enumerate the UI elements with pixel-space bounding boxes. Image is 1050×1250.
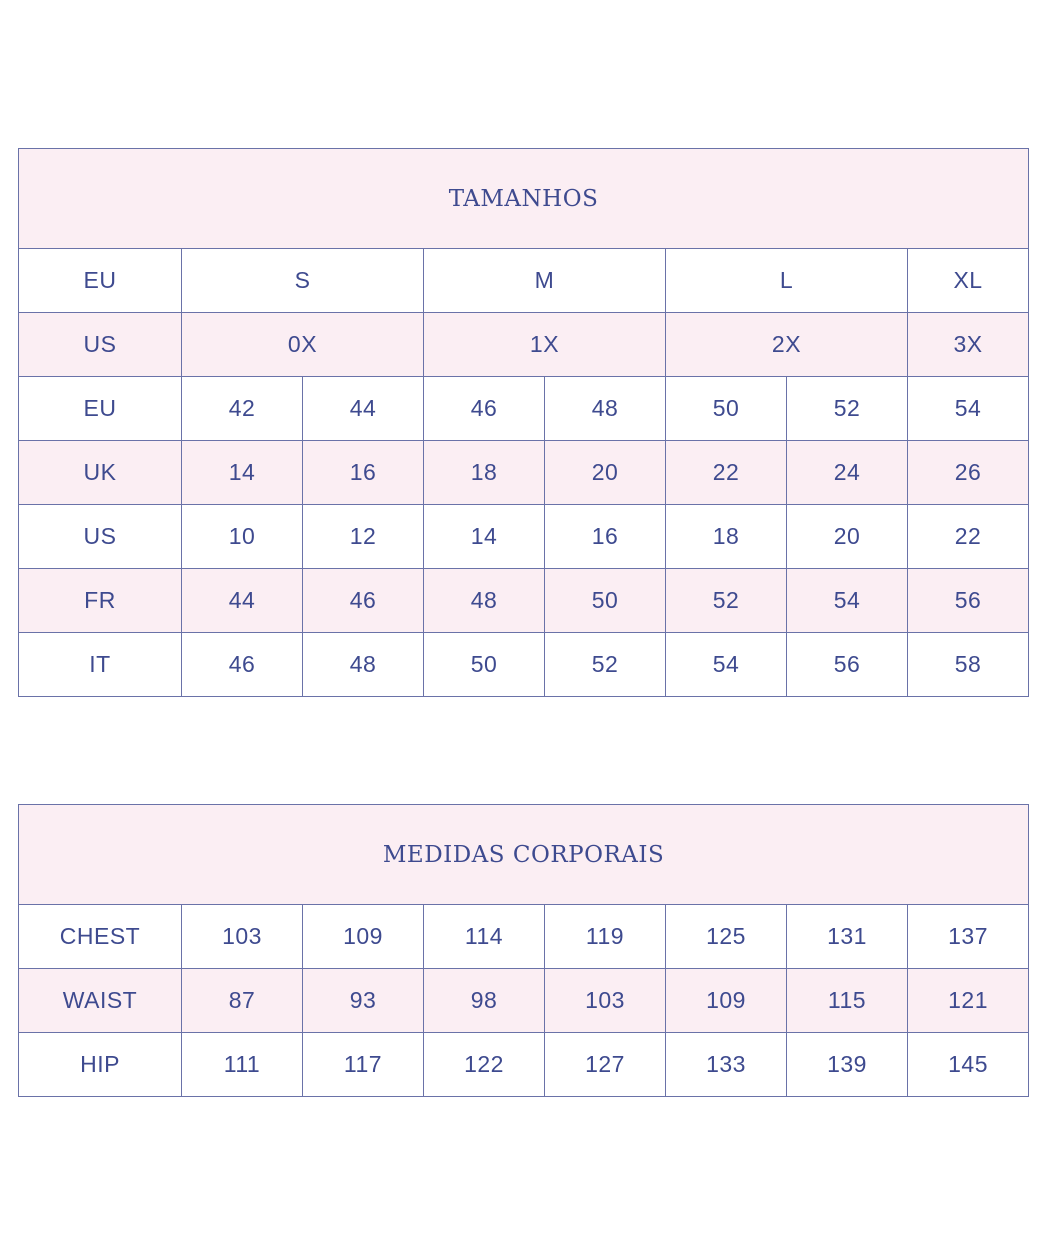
row-label: WAIST [19,969,182,1033]
table-cell: 50 [545,569,666,633]
table-cell: 44 [303,377,424,441]
row-label: US [19,313,182,377]
row-label: CHEST [19,905,182,969]
table-cell: 54 [908,377,1029,441]
table-cell: 109 [303,905,424,969]
table-cell: 46 [303,569,424,633]
table-cell: 98 [424,969,545,1033]
table-cell: 10 [182,505,303,569]
table-cell: 137 [908,905,1029,969]
size-group-cell: L [666,249,908,313]
table-cell: 131 [787,905,908,969]
table-cell: 50 [666,377,787,441]
table-row [19,905,1029,969]
table-cell: 16 [545,505,666,569]
table-cell: 22 [666,441,787,505]
table-cell: 56 [908,569,1029,633]
row-label: FR [19,569,182,633]
sizes-table [18,148,1029,697]
measures-table [18,804,1029,1097]
table-row [19,505,1029,569]
table-row [19,249,1029,313]
table-cell: 18 [424,441,545,505]
table-cell: 48 [424,569,545,633]
table-cell: 133 [666,1033,787,1097]
size-group-cell: S [182,249,424,313]
table-cell: 58 [908,633,1029,697]
table-cell: 127 [545,1033,666,1097]
table-row [19,569,1029,633]
table-cell: 22 [908,505,1029,569]
table-cell: 114 [424,905,545,969]
table-cell: 52 [666,569,787,633]
table-cell: 52 [545,633,666,697]
table-cell: 14 [424,505,545,569]
table-cell: 117 [303,1033,424,1097]
table-cell: 125 [666,905,787,969]
row-label: UK [19,441,182,505]
row-label: EU [19,249,182,313]
table-cell: 54 [787,569,908,633]
table-cell: 54 [666,633,787,697]
table-cell: 48 [303,633,424,697]
table-row [19,969,1029,1033]
row-label: US [19,505,182,569]
table-cell: 103 [182,905,303,969]
table-cell: 56 [787,633,908,697]
table-cell: 115 [787,969,908,1033]
size-group-cell: 3X [908,313,1029,377]
table-cell: 18 [666,505,787,569]
table-cell: 26 [908,441,1029,505]
table-cell: 52 [787,377,908,441]
measures-title: MEDIDAS CORPORAIS [19,805,1029,905]
table-cell: 145 [908,1033,1029,1097]
table-cell: 12 [303,505,424,569]
table-row [19,1033,1029,1097]
row-label: EU [19,377,182,441]
table-cell: 93 [303,969,424,1033]
table-cell: 111 [182,1033,303,1097]
size-group-cell: M [424,249,666,313]
sizes-title: TAMANHOS [19,149,1029,249]
table-cell: 46 [182,633,303,697]
table-row [19,633,1029,697]
table-cell: 121 [908,969,1029,1033]
table-cell: 46 [424,377,545,441]
size-group-cell: 0X [182,313,424,377]
row-label: HIP [19,1033,182,1097]
table-cell: 139 [787,1033,908,1097]
table-cell: 24 [787,441,908,505]
table-cell: 20 [545,441,666,505]
table-cell: 16 [303,441,424,505]
table-cell: 109 [666,969,787,1033]
table-cell: 103 [545,969,666,1033]
table-row [19,377,1029,441]
size-group-cell: 2X [666,313,908,377]
table-cell: 122 [424,1033,545,1097]
table-row [19,441,1029,505]
table-cell: 44 [182,569,303,633]
table-cell: 20 [787,505,908,569]
row-label: IT [19,633,182,697]
size-group-cell: XL [908,249,1029,313]
table-cell: 50 [424,633,545,697]
table-cell: 48 [545,377,666,441]
table-row [19,313,1029,377]
table-cell: 14 [182,441,303,505]
table-cell: 87 [182,969,303,1033]
table-cell: 119 [545,905,666,969]
table-cell: 42 [182,377,303,441]
size-group-cell: 1X [424,313,666,377]
